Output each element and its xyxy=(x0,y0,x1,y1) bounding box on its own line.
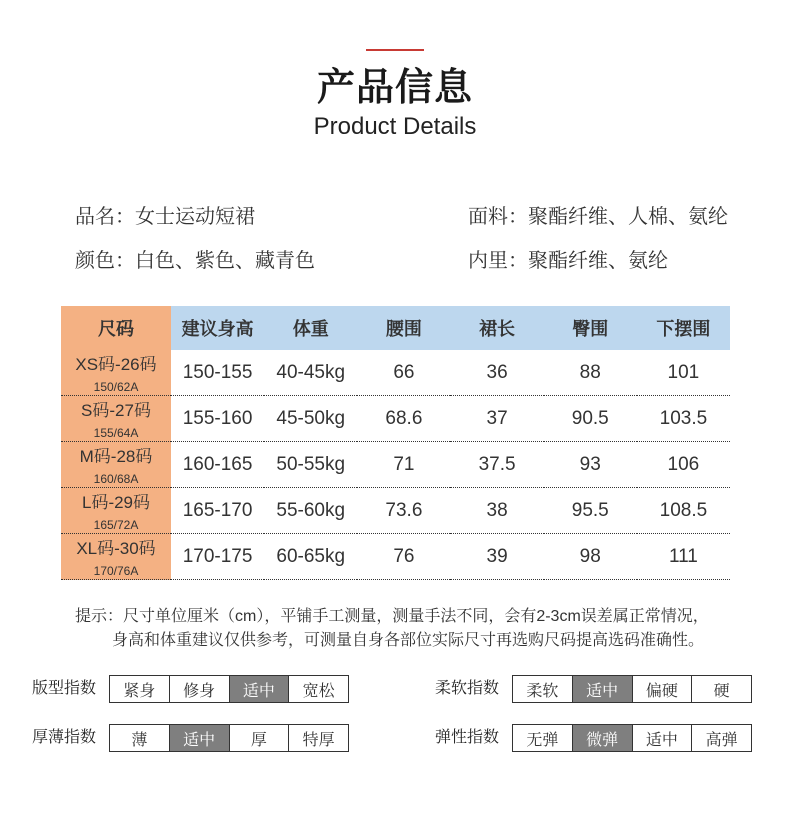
accent-line xyxy=(366,49,424,51)
product-color xyxy=(75,248,315,274)
fit-option: 宽松 xyxy=(288,676,348,702)
size-cell xyxy=(61,534,171,580)
thickness-index-scale xyxy=(109,724,349,752)
weight-cell: 45-50kg xyxy=(264,396,357,442)
hip-cell: 95.5 xyxy=(544,488,637,534)
size-name: XL码-30码 xyxy=(76,539,156,558)
size-name: S码-27码 xyxy=(81,401,151,420)
hem-cell: 111 xyxy=(637,534,730,580)
table-row xyxy=(61,488,730,534)
header-size: 尺码 xyxy=(61,306,171,350)
product-fabric xyxy=(468,204,728,230)
product-lining-value: 聚酯纤维、氨纶 xyxy=(528,250,668,272)
fit-option: 修身 xyxy=(169,676,229,702)
elasticity-option: 适中 xyxy=(632,725,692,751)
elasticity-index-scale xyxy=(512,724,752,752)
height-cell: 150-155 xyxy=(171,350,264,396)
thickness-option: 适中 xyxy=(169,725,229,751)
size-name: XS码-26码 xyxy=(75,355,157,374)
waist-cell: 71 xyxy=(357,442,450,488)
table-row xyxy=(61,396,730,442)
size-spec: 165/72A xyxy=(93,518,139,532)
product-name-label: 品名： xyxy=(75,206,135,228)
page-subtitle: Product Details xyxy=(313,113,477,140)
hem-cell: 103.5 xyxy=(637,396,730,442)
measurement-note-line-2: 身高和体重建议仅供参考，可测量自身各部位实际尺寸再选购尺码提高选码准确性。 xyxy=(112,632,705,649)
elasticity-option: 高弹 xyxy=(691,725,751,751)
hip-cell: 90.5 xyxy=(544,396,637,442)
size-cell xyxy=(61,396,171,442)
softness-option: 柔软 xyxy=(526,682,559,700)
product-color-label: 颜色： xyxy=(75,250,135,272)
softness-option: 偏硬 xyxy=(632,676,692,702)
waist-cell: 66 xyxy=(357,350,450,396)
height-cell: 155-160 xyxy=(171,396,264,442)
table-header-row xyxy=(61,306,730,350)
product-color-value: 白色、紫色、藏青色 xyxy=(135,250,315,272)
table-row xyxy=(61,442,730,488)
size-name: L码-29码 xyxy=(81,493,151,512)
size-cell xyxy=(61,350,171,396)
hip-cell: 93 xyxy=(544,442,637,488)
size-spec: 155/64A xyxy=(93,426,139,440)
length-cell: 38 xyxy=(450,488,543,534)
softness-index-scale xyxy=(512,675,752,703)
hip-cell: 98 xyxy=(544,534,637,580)
table-row xyxy=(61,534,730,580)
waist-cell: 73.6 xyxy=(357,488,450,534)
thickness-index-label: 厚薄指数 xyxy=(32,729,97,746)
hem-cell: 108.5 xyxy=(637,488,730,534)
softness-option: 适中 xyxy=(572,676,632,702)
header-hip: 臀围 xyxy=(572,319,609,339)
height-cell: 160-165 xyxy=(171,442,264,488)
hem-cell: 106 xyxy=(637,442,730,488)
weight-cell: 55-60kg xyxy=(264,488,357,534)
thickness-option: 薄 xyxy=(131,731,148,749)
softness-index-label: 柔软指数 xyxy=(435,680,500,697)
size-table xyxy=(61,306,730,580)
weight-cell: 40-45kg xyxy=(264,350,357,396)
header-weight: 体重 xyxy=(292,319,329,339)
fit-index-label: 版型指数 xyxy=(32,680,97,697)
product-lining xyxy=(468,248,668,274)
weight-cell: 60-65kg xyxy=(264,534,357,580)
length-cell: 39 xyxy=(450,534,543,580)
size-spec: 160/68A xyxy=(93,472,139,486)
header-hem: 下摆围 xyxy=(656,319,711,339)
product-fabric-value: 聚酯纤维、人棉、氨纶 xyxy=(528,206,728,228)
table-body xyxy=(61,350,730,580)
waist-cell: 68.6 xyxy=(357,396,450,442)
size-name: M码-28码 xyxy=(79,447,153,466)
hip-cell: 88 xyxy=(544,350,637,396)
elasticity-index-label: 弹性指数 xyxy=(435,729,500,746)
measurement-note-line-1: 提示：尺寸单位厘米（cm），平铺手工测量，测量手法不同，会有2-3cm误差属正常情况， xyxy=(75,608,709,625)
height-cell: 170-175 xyxy=(171,534,264,580)
elasticity-option: 无弹 xyxy=(526,731,559,749)
length-cell: 36 xyxy=(450,350,543,396)
product-fabric-label: 面料： xyxy=(468,206,528,228)
length-cell: 37.5 xyxy=(450,442,543,488)
size-spec: 150/62A xyxy=(93,380,139,394)
product-name-value: 女士运动短裙 xyxy=(135,206,255,228)
hem-cell: 101 xyxy=(637,350,730,396)
size-cell xyxy=(61,442,171,488)
header-waist: 腰围 xyxy=(385,319,422,339)
fit-index-scale xyxy=(109,675,349,703)
height-cell: 165-170 xyxy=(171,488,264,534)
size-spec: 170/76A xyxy=(93,564,139,578)
elasticity-option: 微弹 xyxy=(572,725,632,751)
table-row xyxy=(61,350,730,396)
waist-cell: 76 xyxy=(357,534,450,580)
softness-option: 硬 xyxy=(691,676,751,702)
product-lining-label: 内里： xyxy=(468,250,528,272)
header-height: 建议身高 xyxy=(181,319,254,339)
fit-option: 适中 xyxy=(229,676,289,702)
thickness-option: 特厚 xyxy=(288,725,348,751)
weight-cell: 50-55kg xyxy=(264,442,357,488)
page-title: 产品信息 xyxy=(316,67,473,109)
length-cell: 37 xyxy=(450,396,543,442)
fit-option: 紧身 xyxy=(123,682,156,700)
thickness-option: 厚 xyxy=(229,725,289,751)
header-length: 裙长 xyxy=(479,319,516,339)
size-cell xyxy=(61,488,171,534)
product-name xyxy=(75,204,255,230)
